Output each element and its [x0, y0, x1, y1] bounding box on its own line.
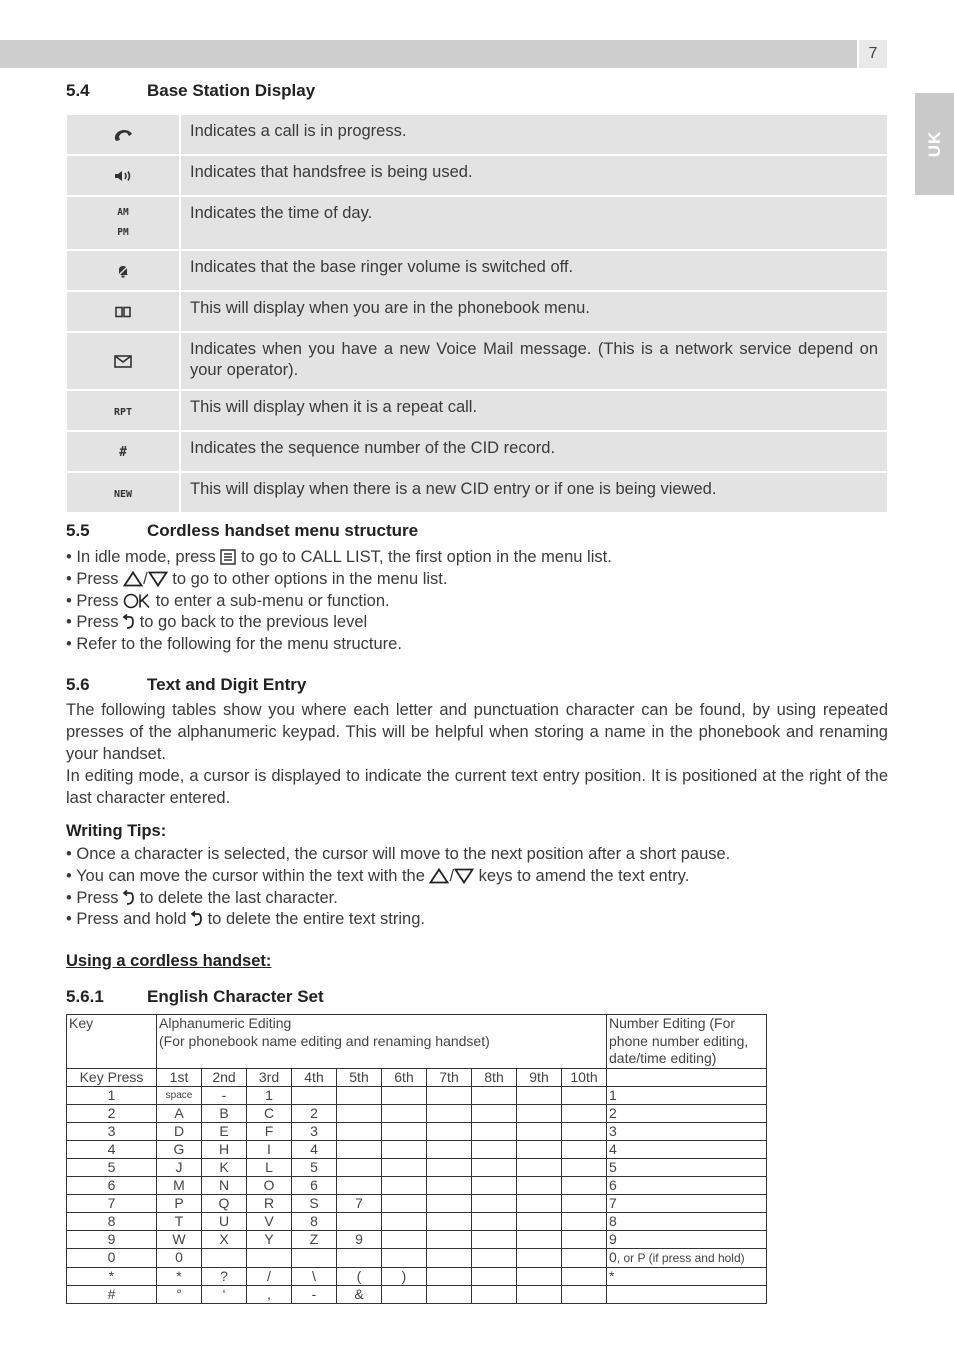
table-row	[67, 115, 887, 154]
char-cell	[427, 1104, 472, 1122]
table-row	[67, 1285, 767, 1303]
number-editing-cell	[607, 1194, 767, 1212]
list-item	[66, 591, 612, 613]
char-cell	[382, 1248, 427, 1267]
number-value: 5	[609, 1158, 617, 1175]
char-cell	[472, 1086, 517, 1104]
key-cell: #	[67, 1285, 157, 1303]
table-row	[67, 1104, 767, 1122]
char-cell: V	[247, 1212, 292, 1230]
number-value: 3	[609, 1122, 617, 1139]
list-item	[66, 909, 730, 931]
key-cell: 0	[67, 1248, 157, 1267]
char-cell	[427, 1086, 472, 1104]
list-item: • Once a character is selected, the cursor will move to the next position after a short pause.	[66, 845, 731, 863]
char-cell: A	[157, 1104, 202, 1122]
char-cell: 4	[292, 1140, 337, 1158]
number-value: 6	[609, 1176, 617, 1193]
section-5-6-heading	[66, 675, 306, 695]
number-editing-header: Number Editing (For phone number editing, date/time editing)	[607, 1015, 767, 1069]
char-cell	[427, 1158, 472, 1176]
char-cell: J	[157, 1158, 202, 1176]
char-cell	[562, 1212, 607, 1230]
press-col: 2nd	[202, 1068, 247, 1086]
char-cell: S	[292, 1194, 337, 1212]
base-station-display-table	[67, 113, 887, 514]
list-text: to enter a sub-menu or function.	[151, 591, 390, 610]
char-cell	[472, 1176, 517, 1194]
char-cell	[517, 1194, 562, 1212]
number-editing-cell	[607, 1248, 767, 1267]
table-row	[67, 473, 887, 512]
char-cell	[472, 1285, 517, 1303]
char-cell: 9	[337, 1230, 382, 1248]
char-cell	[337, 1086, 382, 1104]
number-editing-cell	[607, 1230, 767, 1248]
list-item	[66, 888, 730, 910]
ringer-off-icon	[116, 264, 130, 278]
table-row	[67, 1122, 767, 1140]
alphanumeric-subtitle: (For phonebook name editing and renaming handset)	[159, 1032, 490, 1049]
char-cell: G	[157, 1140, 202, 1158]
number-value: 0	[609, 1248, 617, 1265]
char-cell: X	[202, 1230, 247, 1248]
table-row	[67, 432, 887, 471]
number-value: 4	[609, 1140, 617, 1157]
char-cell	[562, 1176, 607, 1194]
char-cell	[247, 1248, 292, 1267]
key-cell: 7	[67, 1194, 157, 1212]
number-value: 9	[609, 1230, 617, 1247]
icon-cell	[67, 391, 181, 430]
char-cell: N	[202, 1176, 247, 1194]
char-cell	[517, 1267, 562, 1285]
char-cell	[562, 1104, 607, 1122]
number-editing-cell	[607, 1086, 767, 1104]
list-text: • You can move the cursor within the text with the	[66, 866, 430, 885]
char-cell	[427, 1212, 472, 1230]
key-cell: 8	[67, 1212, 157, 1230]
char-cell	[427, 1248, 472, 1267]
char-cell	[517, 1230, 562, 1248]
paragraph: In editing mode, a cursor is displayed to indicate the current text entry position. It is positioned at the right of the last character entered.	[66, 767, 888, 807]
char-cell: ‘	[202, 1285, 247, 1303]
char-cell: -	[202, 1086, 247, 1104]
char-cell: F	[247, 1122, 292, 1140]
char-cell: 7	[337, 1194, 382, 1212]
char-cell	[517, 1248, 562, 1267]
description: Indicates that handsfree is being used.	[181, 156, 887, 195]
down-arrow-icon	[454, 868, 474, 884]
description: Indicates the sequence number of the CID record.	[181, 432, 887, 471]
section-title: Text and Digit Entry	[147, 675, 307, 694]
char-cell	[472, 1194, 517, 1212]
up-arrow-icon	[123, 571, 143, 587]
press-col: 9th	[517, 1068, 562, 1086]
char-cell	[382, 1158, 427, 1176]
char-cell: ?	[202, 1267, 247, 1285]
char-cell	[517, 1086, 562, 1104]
table-header-row	[67, 1015, 767, 1069]
char-cell	[337, 1248, 382, 1267]
char-cell: 0	[157, 1248, 202, 1267]
char-cell	[562, 1194, 607, 1212]
icon-cell	[67, 432, 181, 471]
char-cell: space	[157, 1086, 202, 1104]
char-cell	[382, 1122, 427, 1140]
list-text: • Press	[66, 569, 124, 588]
table-row	[67, 156, 887, 195]
list-text: • Press and hold	[66, 910, 192, 929]
rpt-icon: RPT	[113, 407, 133, 418]
char-cell	[427, 1267, 472, 1285]
char-cell	[427, 1230, 472, 1248]
list-text: • Press	[66, 888, 124, 907]
char-cell	[382, 1104, 427, 1122]
press-col: 5th	[337, 1068, 382, 1086]
list-item	[66, 569, 612, 591]
key-cell: 4	[67, 1140, 157, 1158]
char-cell	[427, 1140, 472, 1158]
char-cell	[562, 1285, 607, 1303]
list-text: /	[449, 866, 455, 885]
char-cell: Z	[292, 1230, 337, 1248]
section-number: 5.5	[66, 521, 90, 540]
key-press-row	[67, 1068, 767, 1086]
char-cell: 1	[247, 1086, 292, 1104]
number-editing-cell	[607, 1140, 767, 1158]
down-arrow-icon	[148, 571, 168, 587]
number-value: 8	[609, 1212, 617, 1229]
char-cell	[562, 1086, 607, 1104]
envelope-icon	[114, 355, 132, 368]
list-item	[66, 866, 730, 888]
language-tab	[915, 93, 954, 195]
key-cell: 3	[67, 1122, 157, 1140]
char-cell	[562, 1158, 607, 1176]
char-cell	[382, 1086, 427, 1104]
number-value: 1	[609, 1086, 617, 1103]
char-cell: H	[202, 1140, 247, 1158]
description: Indicates the time of day.	[181, 197, 887, 249]
char-cell: W	[157, 1230, 202, 1248]
char-cell	[517, 1140, 562, 1158]
list-text: • Press	[66, 591, 124, 610]
char-cell	[382, 1230, 427, 1248]
section-number: 5.6.1	[66, 987, 104, 1006]
ok-key-icon	[123, 593, 151, 609]
char-cell	[427, 1194, 472, 1212]
char-cell: O	[247, 1176, 292, 1194]
char-cell: E	[202, 1122, 247, 1140]
icon-cell	[67, 156, 181, 195]
char-cell	[562, 1140, 607, 1158]
press-col: 10th	[562, 1068, 607, 1086]
section-title: Base Station Display	[147, 81, 316, 100]
using-handset-title: Using a cordless handset:	[66, 952, 272, 970]
char-cell	[517, 1285, 562, 1303]
char-cell: Q	[202, 1194, 247, 1212]
press-col: 7th	[427, 1068, 472, 1086]
char-cell	[562, 1267, 607, 1285]
char-cell	[382, 1212, 427, 1230]
list-text: • Press	[66, 613, 124, 632]
icon-cell	[67, 251, 181, 290]
key-cell: 2	[67, 1104, 157, 1122]
char-cell: B	[202, 1104, 247, 1122]
icon-cell	[67, 115, 181, 154]
char-cell: L	[247, 1158, 292, 1176]
char-cell	[337, 1104, 382, 1122]
table-row	[67, 1086, 767, 1104]
phonebook-icon	[115, 306, 131, 318]
char-cell	[337, 1176, 382, 1194]
char-cell: K	[202, 1158, 247, 1176]
char-cell	[382, 1176, 427, 1194]
section-title: Cordless handset menu structure	[147, 521, 419, 540]
char-cell: 3	[292, 1122, 337, 1140]
table-row	[67, 333, 887, 389]
section-5-6-1-heading	[66, 987, 324, 1007]
list-text: keys to amend the text entry.	[474, 866, 690, 885]
handset-icon	[113, 128, 133, 142]
press-col: 1st	[157, 1068, 202, 1086]
char-cell: P	[157, 1194, 202, 1212]
empty-cell	[607, 1068, 767, 1086]
alphanumeric-header	[157, 1015, 607, 1069]
char-cell	[337, 1212, 382, 1230]
number-editing-cell	[607, 1158, 767, 1176]
list-text: to go to other options in the menu list.	[167, 569, 448, 588]
am-pm-icon	[68, 203, 178, 243]
char-cell: *	[157, 1267, 202, 1285]
char-cell	[472, 1230, 517, 1248]
char-cell	[472, 1104, 517, 1122]
char-cell: &	[337, 1285, 382, 1303]
menu-structure-list	[66, 547, 612, 656]
char-cell: T	[157, 1212, 202, 1230]
number-value: 7	[609, 1194, 617, 1211]
table-row	[67, 1140, 767, 1158]
char-cell: U	[202, 1212, 247, 1230]
number-editing-cell	[607, 1176, 767, 1194]
char-cell: Y	[247, 1230, 292, 1248]
description: This will display when there is a new CID entry or if one is being viewed.	[181, 473, 887, 512]
number-note: , or P (if press and hold)	[616, 1250, 745, 1265]
back-key-icon	[123, 890, 135, 906]
char-cell	[427, 1122, 472, 1140]
number-value: 2	[609, 1104, 617, 1121]
char-cell	[562, 1248, 607, 1267]
list-text: to go to CALL LIST, the first option in the menu list.	[236, 548, 612, 566]
description: Indicates that the base ringer volume is switched off.	[181, 251, 887, 290]
char-cell	[427, 1176, 472, 1194]
list-text: to delete the entire text string.	[203, 910, 425, 929]
char-cell	[517, 1104, 562, 1122]
char-cell	[472, 1212, 517, 1230]
list-text: to delete the last character.	[135, 888, 338, 907]
char-cell	[382, 1140, 427, 1158]
writing-tips-list	[66, 844, 730, 931]
section-number: 5.6	[66, 675, 90, 694]
char-cell: D	[157, 1122, 202, 1140]
char-cell: I	[247, 1140, 292, 1158]
list-text: to go back to the previous level	[135, 613, 368, 632]
character-rows	[67, 1086, 767, 1303]
char-cell	[472, 1140, 517, 1158]
char-cell: M	[157, 1176, 202, 1194]
number-editing-cell	[607, 1104, 767, 1122]
header-bar	[0, 40, 857, 68]
icon-cell	[67, 292, 181, 331]
table-row	[67, 1194, 767, 1212]
char-cell	[337, 1122, 382, 1140]
number-editing-cell	[607, 1285, 767, 1303]
char-cell	[562, 1230, 607, 1248]
press-col: 3rd	[247, 1068, 292, 1086]
char-cell	[382, 1285, 427, 1303]
char-cell	[517, 1122, 562, 1140]
char-cell	[427, 1285, 472, 1303]
list-item: • Refer to the following for the menu structure.	[66, 635, 402, 654]
list-text: /	[143, 569, 148, 588]
pm-label: PM	[117, 227, 129, 238]
icon-cell	[67, 333, 181, 389]
char-cell	[517, 1212, 562, 1230]
table-row	[67, 1176, 767, 1194]
number-editing-cell	[607, 1122, 767, 1140]
char-cell: C	[247, 1104, 292, 1122]
char-cell: (	[337, 1267, 382, 1285]
section-5-4-heading	[66, 81, 315, 101]
number-editing-cell	[607, 1212, 767, 1230]
char-cell	[517, 1176, 562, 1194]
char-cell	[472, 1267, 517, 1285]
table-row	[67, 1212, 767, 1230]
back-key-icon	[123, 614, 135, 630]
icon-cell	[67, 197, 181, 249]
english-character-set-table	[66, 1014, 767, 1304]
char-cell	[472, 1122, 517, 1140]
key-cell: 6	[67, 1176, 157, 1194]
number-value: *	[609, 1267, 615, 1284]
char-cell: R	[247, 1194, 292, 1212]
char-cell	[337, 1140, 382, 1158]
hash-icon: #	[119, 445, 127, 460]
key-cell: 1	[67, 1086, 157, 1104]
press-col: 4th	[292, 1068, 337, 1086]
char-cell	[292, 1248, 337, 1267]
table-row	[67, 1248, 767, 1267]
table-row	[67, 197, 887, 249]
key-cell: *	[67, 1267, 157, 1285]
char-cell: ,	[247, 1285, 292, 1303]
char-cell	[562, 1122, 607, 1140]
press-col: 6th	[382, 1068, 427, 1086]
char-cell	[472, 1158, 517, 1176]
section-title: English Character Set	[147, 987, 324, 1006]
key-header: Key	[67, 1015, 157, 1069]
table-row	[67, 391, 887, 430]
char-cell	[202, 1248, 247, 1267]
alphanumeric-title: Alphanumeric Editing	[159, 1015, 292, 1031]
char-cell: )	[382, 1267, 427, 1285]
table-row	[67, 1267, 767, 1285]
speaker-icon	[114, 170, 132, 182]
new-icon: NEW	[113, 489, 133, 500]
table-row	[67, 292, 887, 331]
press-col: 8th	[472, 1068, 517, 1086]
section-5-5-heading	[66, 521, 418, 541]
description: This will display when it is a repeat call.	[181, 391, 887, 430]
char-cell: /	[247, 1267, 292, 1285]
key-cell: 9	[67, 1230, 157, 1248]
paragraph: The following tables show you where each letter and punctuation character can be found, by using repeated presses of the alphanumeric keypad. This will be helpful when storing a name in the phonebook and renaming your handset.	[66, 701, 888, 763]
writing-tips-title: Writing Tips:	[66, 822, 167, 840]
char-cell: 5	[292, 1158, 337, 1176]
char-cell: °	[157, 1285, 202, 1303]
char-cell: 8	[292, 1212, 337, 1230]
char-cell	[517, 1158, 562, 1176]
menu-key-icon	[220, 549, 236, 565]
char-cell	[382, 1194, 427, 1212]
am-label: AM	[117, 207, 129, 218]
char-cell: -	[292, 1285, 337, 1303]
description: This will display when you are in the phonebook menu.	[181, 292, 887, 331]
char-cell	[292, 1086, 337, 1104]
char-cell: 6	[292, 1176, 337, 1194]
description: Indicates when you have a new Voice Mail message. (This is a network service depend on your operator).	[181, 333, 887, 389]
list-text: • In idle mode, press	[66, 548, 221, 566]
back-key-icon	[191, 911, 203, 927]
page-number: 7	[859, 40, 887, 68]
key-press-label: Key Press	[67, 1068, 157, 1086]
char-cell	[337, 1158, 382, 1176]
table-row	[67, 1230, 767, 1248]
table-row	[67, 251, 887, 290]
icon-cell	[67, 473, 181, 512]
char-cell	[472, 1248, 517, 1267]
list-item	[66, 612, 612, 634]
char-cell: \	[292, 1267, 337, 1285]
char-cell: 2	[292, 1104, 337, 1122]
up-arrow-icon	[429, 868, 449, 884]
key-cell: 5	[67, 1158, 157, 1176]
list-item	[66, 547, 612, 569]
language-tab-label: UK	[924, 130, 944, 158]
table-row	[67, 1158, 767, 1176]
description: Indicates a call is in progress.	[181, 115, 887, 154]
number-editing-cell	[607, 1267, 767, 1285]
section-number: 5.4	[66, 81, 90, 100]
